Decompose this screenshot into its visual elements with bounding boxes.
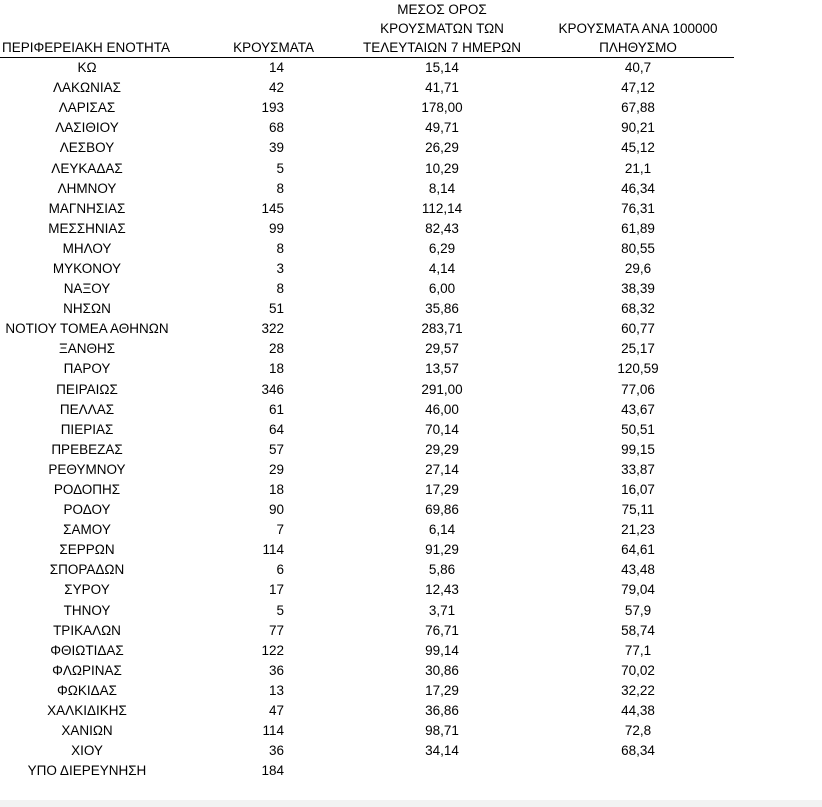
avg7-cell: 49,71	[425, 120, 459, 136]
region-cell: ΞΑΝΘΗΣ	[58, 341, 116, 357]
table-row	[0, 380, 734, 400]
avg7-cell: 10,29	[425, 160, 459, 176]
region-cell: ΥΠΟ ΔΙΕΡΕΥΝΗΣΗ	[27, 763, 147, 779]
avg7-cell: 5,86	[428, 562, 456, 578]
header-line: ΚΡΟΥΣΜΑΤΩΝ ΤΩΝ	[380, 21, 504, 36]
avg7-cell: 29,29	[425, 441, 459, 457]
table-row	[0, 199, 734, 219]
avg7-cell: 35,86	[425, 301, 459, 317]
avg7-cell: 82,43	[425, 220, 459, 236]
avg7-cell: 13,57	[425, 361, 459, 377]
table-row	[0, 118, 734, 138]
avg7-cell: 27,14	[425, 461, 459, 477]
avg7-cell: 17,29	[425, 682, 459, 698]
header-line: ΚΡΟΥΣΜΑΤΑ	[233, 40, 314, 55]
region-cell: ΦΩΚΙΔΑΣ	[57, 682, 117, 698]
table-row	[0, 641, 734, 661]
avg7-cell: 30,86	[425, 662, 459, 678]
header-per100k	[542, 0, 734, 58]
cases-cell: 8	[276, 240, 284, 256]
per100k-cell: 64,61	[621, 542, 655, 558]
per100k-cell: 76,31	[621, 200, 655, 216]
per100k-cell: 32,22	[621, 682, 655, 698]
table-row	[0, 359, 734, 379]
cases-cell: 8	[276, 180, 284, 196]
table-row	[0, 621, 734, 641]
cases-cell: 64	[268, 421, 284, 437]
cases-cell: 122	[261, 642, 284, 658]
per100k-cell: 43,48	[621, 562, 655, 578]
cases-cell: 36	[268, 743, 284, 759]
per100k-cell: 29,6	[624, 260, 652, 276]
region-cell: ΚΩ	[77, 60, 97, 76]
table-row	[0, 741, 734, 761]
cases-cell: 18	[268, 482, 284, 498]
table-row	[0, 661, 734, 681]
cases-cell: 28	[268, 341, 284, 357]
per100k-cell: 46,34	[621, 180, 655, 196]
region-cell: ΠΕΙΡΑΙΩΣ	[56, 381, 118, 397]
header-line: ΜΕΣΟΣ ΟΡΟΣ	[397, 2, 487, 17]
avg7-cell: 17,29	[425, 482, 459, 498]
avg7-cell: 291,00	[421, 381, 463, 397]
region-cell: ΛΑΣΙΘΙΟΥ	[55, 120, 119, 136]
region-cell: ΝΑΞΟΥ	[63, 281, 111, 297]
region-cell: ΜΥΚΟΝΟΥ	[52, 260, 122, 276]
header-region	[0, 0, 180, 58]
cases-cell: 57	[268, 441, 284, 457]
avg7-cell: 91,29	[425, 542, 459, 558]
avg7-cell: 112,14	[421, 200, 463, 216]
region-cell: ΛΑΡΙΣΑΣ	[58, 100, 116, 116]
table-row	[0, 259, 734, 279]
table-row	[0, 480, 734, 500]
cases-cell: 47	[268, 703, 284, 719]
region-cell: ΣΕΡΡΩΝ	[59, 542, 115, 558]
cases-cell: 322	[261, 321, 284, 337]
table-row	[0, 721, 734, 741]
per100k-cell: 77,1	[624, 642, 652, 658]
cases-cell: 145	[261, 200, 284, 216]
per100k-cell: 21,23	[621, 522, 655, 538]
per100k-cell: 60,77	[621, 321, 655, 337]
cases-cell: 18	[268, 361, 284, 377]
region-cell: ΧΑΛΚΙΔΙΚΗΣ	[47, 703, 127, 719]
cases-cell: 13	[268, 682, 284, 698]
cases-cell: 8	[276, 281, 284, 297]
cases-cell: 3	[276, 260, 284, 276]
table-row	[0, 761, 734, 781]
table-row	[0, 319, 734, 339]
region-cell: ΛΕΥΚΑΔΑΣ	[51, 160, 123, 176]
avg7-cell: 178,00	[421, 100, 463, 116]
per100k-cell: 90,21	[621, 120, 655, 136]
table-row	[0, 78, 734, 98]
per100k-cell: 120,59	[617, 361, 659, 377]
per100k-cell: 61,89	[621, 220, 655, 236]
per100k-cell: 33,87	[621, 461, 655, 477]
region-cell: ΤΡΙΚΑΛΩΝ	[53, 622, 121, 638]
cases-cell: 68	[268, 120, 284, 136]
per100k-cell: 21,1	[624, 160, 652, 176]
avg7-cell: 8,14	[428, 180, 456, 196]
per100k-cell: 68,34	[621, 743, 655, 759]
cases-cell: 5	[276, 602, 284, 618]
header-avg7	[342, 0, 542, 58]
avg7-cell: 36,86	[425, 703, 459, 719]
region-cell: ΣΥΡΟΥ	[64, 582, 110, 598]
table-row	[0, 701, 734, 721]
avg7-cell: 46,00	[425, 401, 459, 417]
table-row	[0, 158, 734, 178]
avg7-cell: 4,14	[428, 260, 456, 276]
region-cell: ΦΛΩΡΙΝΑΣ	[52, 662, 122, 678]
per100k-cell: 57,9	[624, 602, 652, 618]
table-row	[0, 58, 734, 79]
table-row	[0, 400, 734, 420]
table-row	[0, 681, 734, 701]
per100k-cell: 80,55	[621, 240, 655, 256]
page-bottom-band	[0, 800, 822, 807]
region-cell: ΡΕΘΥΜΝΟΥ	[48, 461, 126, 477]
region-cell: ΜΕΣΣΗΝΙΑΣ	[48, 220, 126, 236]
region-cell: ΤΗΝΟΥ	[63, 602, 111, 618]
cases-cell: 193	[261, 100, 284, 116]
avg7-cell: 69,86	[425, 502, 459, 518]
table-row	[0, 560, 734, 580]
region-cell: ΠΙΕΡΙΑΣ	[60, 421, 114, 437]
cases-cell: 77	[268, 622, 284, 638]
table-row	[0, 420, 734, 440]
header-line: ΚΡΟΥΣΜΑΤΑ ΑΝΑ 100000	[558, 21, 718, 36]
region-cell: ΣΑΜΟΥ	[63, 522, 111, 538]
cases-cell: 51	[268, 301, 284, 317]
table-row	[0, 540, 734, 560]
table-row	[0, 239, 734, 259]
region-cell: ΡΟΔΟΥ	[63, 502, 111, 518]
per100k-cell: 77,06	[621, 381, 655, 397]
region-cell: ΜΗΛΟΥ	[62, 240, 112, 256]
avg7-cell: 6,14	[428, 522, 456, 538]
avg7-cell	[342, 761, 542, 781]
cases-cell: 99	[268, 220, 284, 236]
per100k-cell: 79,04	[621, 582, 655, 598]
region-cell: ΛΕΣΒΟΥ	[59, 140, 115, 156]
per100k-cell: 16,07	[621, 482, 655, 498]
table-row	[0, 279, 734, 299]
table-row	[0, 580, 734, 600]
table-row	[0, 299, 734, 319]
cases-cell: 7	[276, 522, 284, 538]
region-cell: ΛΑΚΩΝΙΑΣ	[53, 80, 121, 96]
table-row	[0, 601, 734, 621]
avg7-cell: 34,14	[425, 743, 459, 759]
region-cell: ΠΡΕΒΕΖΑΣ	[51, 441, 123, 457]
header-cases	[180, 0, 342, 58]
avg7-cell: 76,71	[425, 622, 459, 638]
header-line: ΠΛΗΘΥΣΜΟ	[599, 40, 677, 55]
cases-cell: 346	[261, 381, 284, 397]
per100k-cell: 38,39	[621, 281, 655, 297]
table-row	[0, 138, 734, 158]
cases-cell: 5	[276, 160, 284, 176]
table-row	[0, 339, 734, 359]
per100k-cell: 45,12	[621, 140, 655, 156]
header-line: ΠΕΡΙΦΕΡΕΙΑΚΗ ΕΝΟΤΗΤΑ	[2, 40, 171, 55]
avg7-cell: 29,57	[425, 341, 459, 357]
cases-cell: 114	[262, 723, 284, 739]
region-cell: ΠΑΡΟΥ	[63, 361, 111, 377]
avg7-cell: 3,71	[428, 602, 456, 618]
avg7-cell: 70,14	[425, 421, 459, 437]
region-cell: ΠΕΛΛΑΣ	[59, 401, 115, 417]
cases-cell: 39	[268, 140, 284, 156]
avg7-cell: 283,71	[421, 321, 463, 337]
region-cell: ΝΟΤΙΟΥ ΤΟΜΕΑ ΑΘΗΝΩΝ	[5, 321, 169, 337]
cases-cell: 14	[268, 60, 284, 76]
avg7-cell: 6,00	[428, 281, 456, 297]
region-cell: ΝΗΣΩΝ	[63, 301, 111, 317]
table-body	[0, 58, 734, 782]
avg7-cell: 26,29	[425, 140, 459, 156]
per100k-cell: 68,32	[621, 301, 655, 317]
per100k-cell: 70,02	[621, 662, 655, 678]
cases-cell: 42	[268, 80, 284, 96]
cases-cell: 29	[268, 461, 284, 477]
per100k-cell: 50,51	[621, 421, 655, 437]
avg7-cell: 99,14	[425, 642, 459, 658]
per100k-cell: 25,17	[621, 341, 655, 357]
table-row	[0, 520, 734, 540]
table-row	[0, 460, 734, 480]
avg7-cell: 41,71	[425, 80, 459, 96]
region-cell: ΛΗΜΝΟΥ	[57, 180, 117, 196]
cases-cell: 184	[261, 763, 284, 779]
table-row	[0, 179, 734, 199]
avg7-cell: 12,43	[425, 582, 459, 598]
per100k-cell: 40,7	[624, 60, 652, 76]
table-row	[0, 440, 734, 460]
cases-cell: 17	[268, 582, 284, 598]
per100k-cell: 75,11	[621, 502, 655, 518]
region-cell: ΦΘΙΩΤΙΔΑΣ	[50, 642, 124, 658]
avg7-cell: 15,14	[425, 60, 459, 76]
per100k-cell: 72,8	[624, 723, 652, 739]
cases-cell: 61	[268, 401, 284, 417]
per100k-cell	[542, 761, 734, 781]
header-row	[0, 0, 734, 58]
table-row	[0, 219, 734, 239]
cases-cell: 114	[262, 542, 284, 558]
region-cell: ΧΑΝΙΩΝ	[61, 723, 113, 739]
header-line: ΤΕΛΕΥΤΑΙΩΝ 7 ΗΜΕΡΩΝ	[363, 40, 521, 55]
per100k-cell: 67,88	[621, 100, 655, 116]
cases-cell: 6	[276, 562, 284, 578]
avg7-cell: 98,71	[425, 723, 459, 739]
per100k-cell: 43,67	[621, 401, 655, 417]
per100k-cell: 44,38	[621, 703, 655, 719]
per100k-cell: 47,12	[621, 80, 655, 96]
cases-cell: 90	[268, 502, 284, 518]
per100k-cell: 58,74	[621, 622, 655, 638]
per100k-cell: 99,15	[621, 441, 655, 457]
region-cell: ΣΠΟΡΑΔΩΝ	[49, 562, 125, 578]
region-cell: ΧΙΟΥ	[71, 743, 103, 759]
table-row	[0, 98, 734, 118]
avg7-cell: 6,29	[428, 240, 456, 256]
table-row	[0, 500, 734, 520]
cases-cell: 36	[268, 662, 284, 678]
region-cell: ΡΟΔΟΠΗΣ	[53, 482, 121, 498]
region-cell: ΜΑΓΝΗΣΙΑΣ	[48, 200, 126, 216]
